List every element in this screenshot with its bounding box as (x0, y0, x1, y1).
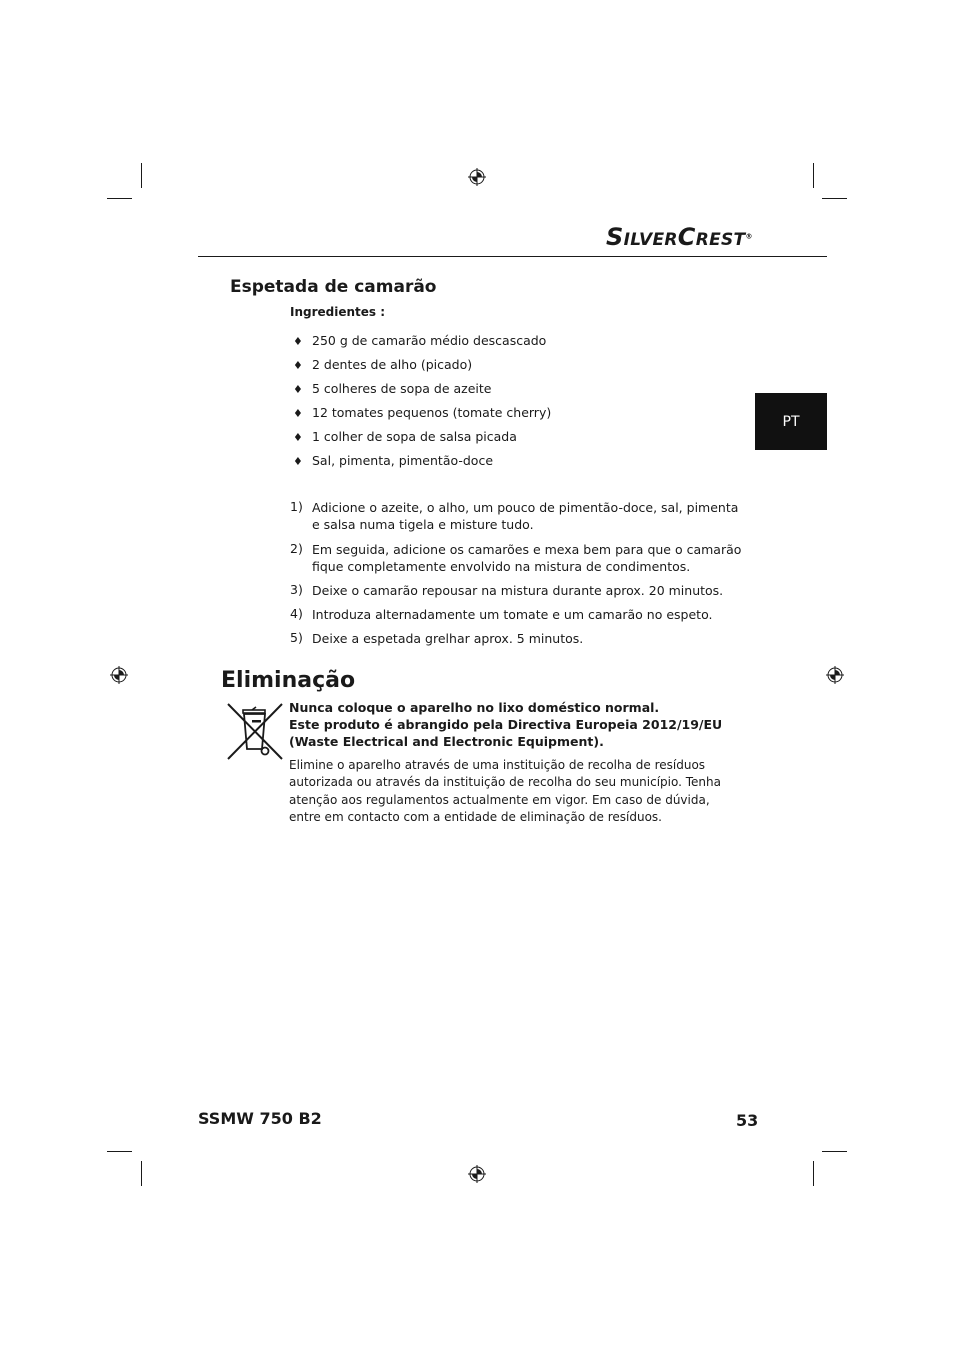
list-item: ♦ 1 colher de sopa de salsa picada (293, 429, 517, 444)
step-text: Deixe a espetada grelhar aprox. 5 minutos. (312, 631, 584, 646)
diamond-bullet-icon: ♦ (293, 383, 303, 396)
step-number: 2) (290, 541, 303, 556)
recipe-title: Espetada de camarão (230, 277, 437, 297)
disposal-warning-line: (Waste Electrical and Electronic Equipment). (289, 734, 604, 749)
crop-mark (813, 1161, 814, 1186)
model-number: SSMW 750 B2 (198, 1109, 322, 1128)
step-text: Adicione o azeite, o alho, um pouco de pimentão-doce, sal, pimenta e salsa numa tigela e misture tudo. (312, 500, 739, 532)
disposal-title: Eliminação (221, 668, 356, 693)
step-text: Deixe o camarão repousar na mistura durante aprox. 20 minutos. (312, 583, 724, 598)
header-rule (198, 256, 827, 257)
brand-logo: SILVERCREST® (606, 223, 753, 251)
diamond-bullet-icon: ♦ (293, 335, 303, 348)
diamond-bullet-icon: ♦ (293, 407, 303, 420)
crop-mark (822, 198, 847, 199)
list-item: ♦ 2 dentes de alho (picado) (293, 357, 473, 372)
list-item: ♦ 250 g de camarão médio descascado (293, 333, 547, 348)
crop-mark (813, 163, 814, 188)
registration-mark-icon (468, 168, 486, 186)
crop-mark (107, 1151, 132, 1152)
step-text: Introduza alternadamente um tomate e um camarão no espeto. (312, 607, 713, 622)
step-number: 5) (290, 630, 303, 645)
registration-mark-icon (826, 666, 844, 684)
list-item: ♦ 5 colheres de sopa de azeite (293, 381, 492, 396)
language-tab (755, 393, 827, 450)
disposal-paragraph: Elimine o aparelho através de uma instituição de recolha de resíduos autorizada ou através da instituição de recolha do seu município. Tenha atenção aos regulamentos actualmente em vigor. Em caso de dúvida, entre em contacto com a entidade de eliminação de resíduos. (289, 758, 721, 824)
crop-mark (822, 1151, 847, 1152)
disposal-warning (289, 699, 729, 750)
ingredients-title: Ingredientes : (290, 305, 386, 319)
diamond-bullet-icon: ♦ (293, 455, 303, 468)
page-number: 53 (736, 1111, 759, 1130)
registration-mark-icon (110, 666, 128, 684)
crop-mark (141, 163, 142, 188)
disposal-warning-line: Nunca coloque o aparelho no lixo doméstico normal. (289, 700, 660, 715)
list-item: ♦ Sal, pimenta, pimentão-doce (293, 453, 494, 468)
crossed-out-wheelie-bin-icon (226, 701, 284, 761)
crop-mark (107, 198, 132, 199)
step-text: Em seguida, adicione os camarões e mexa bem para que o camarão fique completamente envolvido na mistura de condimentos. (312, 542, 742, 574)
disposal-warning-line: Este produto é abrangido pela Directiva Europeia 2012/19/EU (289, 717, 723, 732)
diamond-bullet-icon: ♦ (293, 431, 303, 444)
diamond-bullet-icon: ♦ (293, 359, 303, 372)
step-number: 3) (290, 582, 303, 597)
language-tab-label: PT (782, 413, 800, 430)
step-number: 4) (290, 606, 303, 621)
registration-mark-icon (468, 1165, 486, 1183)
crop-mark (141, 1161, 142, 1186)
step-number: 1) (290, 499, 303, 514)
list-item: ♦ 12 tomates pequenos (tomate cherry) (293, 405, 552, 420)
